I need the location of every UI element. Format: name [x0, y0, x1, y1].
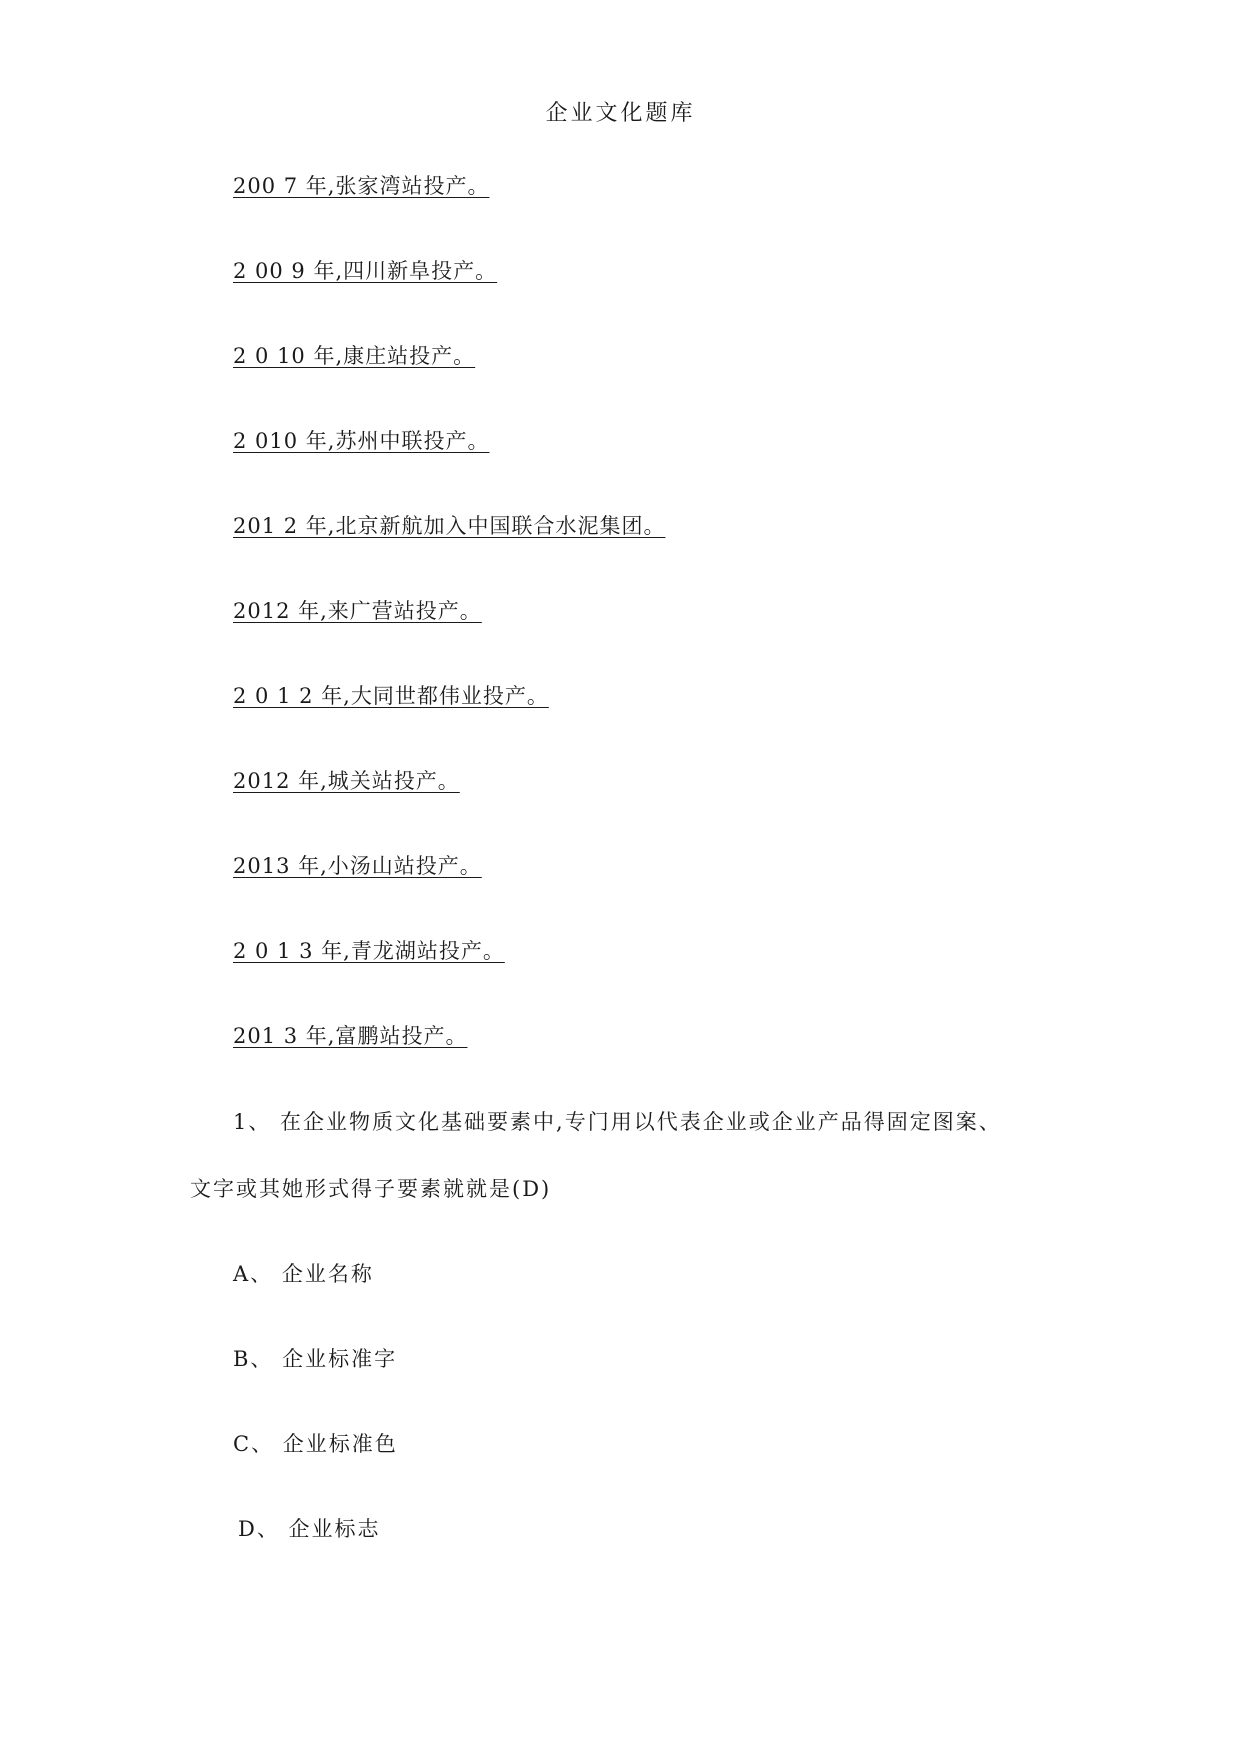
timeline-item	[233, 595, 490, 625]
question-text-line-2: 文字或其她形式得子要素就就是(D)	[190, 1177, 552, 1201]
timeline-item	[233, 255, 505, 285]
timeline-item-text: 2013 年,小汤山站投产。	[233, 854, 482, 878]
timeline-item-text: 2 00 9 年,四川新阜投产。	[233, 259, 498, 283]
timeline-item	[233, 1020, 475, 1050]
timeline-item-text: 2 0 1 3 年,青龙湖站投产。	[233, 939, 505, 963]
timeline-item	[233, 850, 490, 880]
page-header-title: 企业文化题库	[545, 101, 696, 126]
option-a: A、 企业名称	[233, 1262, 374, 1286]
timeline-item	[233, 340, 483, 370]
timeline-item	[233, 510, 673, 540]
timeline-item-text: 201 2 年,北京新航加入中国联合水泥集团。	[233, 514, 666, 538]
timeline-item-text: 2012 年,来广营站投产。	[233, 599, 482, 623]
timeline-item-text: 2 0 1 2 年,大同世都伟业投产。	[233, 684, 549, 708]
timeline-item-text: 2 010 年,苏州中联投产。	[233, 429, 490, 453]
timeline-item	[233, 935, 513, 965]
option-b: B、 企业标准字	[233, 1347, 398, 1371]
timeline-item-text: 2012 年,城关站投产。	[233, 769, 460, 793]
timeline-item	[233, 170, 497, 200]
timeline-item-text: 2 0 10 年,康庄站投产。	[233, 344, 476, 368]
timeline-item	[233, 765, 468, 795]
timeline-item	[233, 680, 557, 710]
timeline-item-text: 200 7 年,张家湾站投产。	[233, 174, 490, 198]
option-d: D、 企业标志	[238, 1517, 381, 1541]
timeline-item-text: 201 3 年,富鹏站投产。	[233, 1024, 468, 1048]
timeline-item	[233, 425, 497, 455]
question-text-line-1: 1、 在企业物质文化基础要素中,专门用以代表企业或企业产品得固定图案、	[233, 1110, 1002, 1134]
option-c: C、 企业标准色	[233, 1432, 398, 1456]
